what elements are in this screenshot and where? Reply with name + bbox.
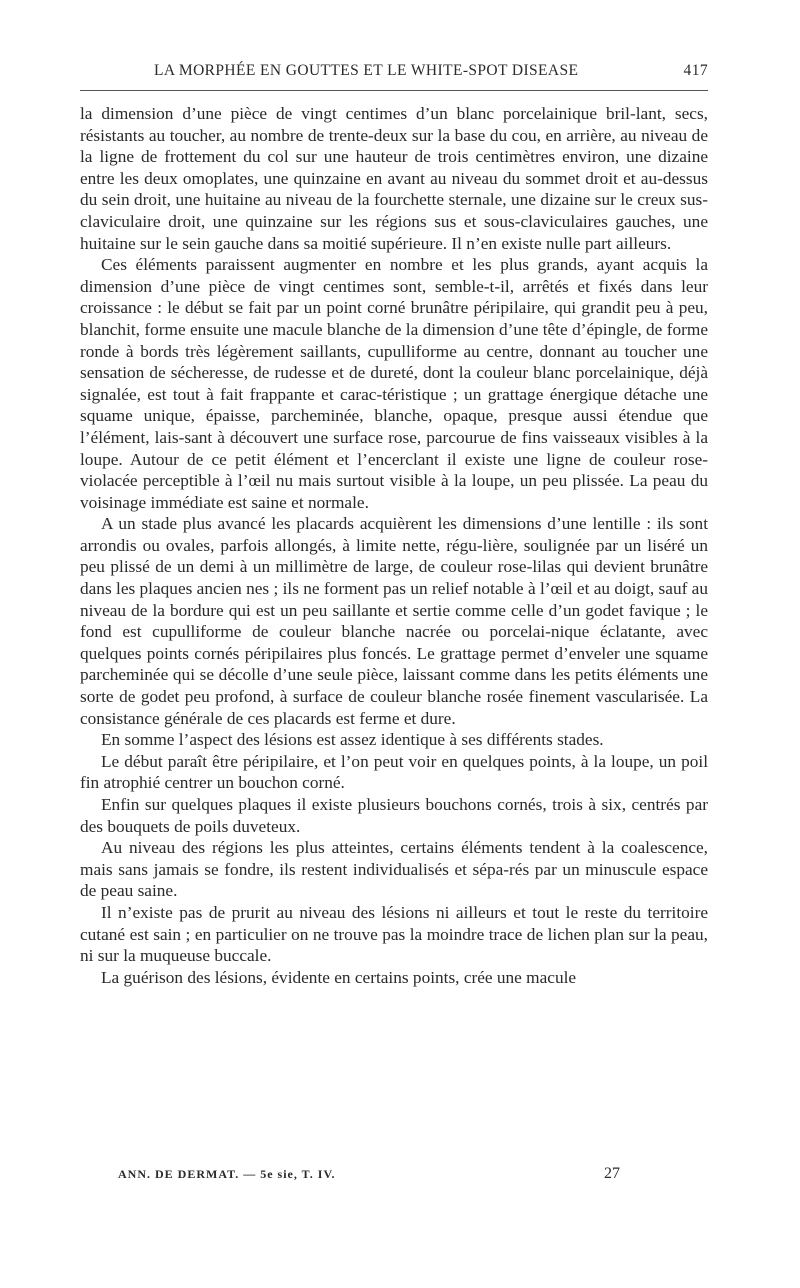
paragraph-9: La guérison des lésions, évidente en certains points, crée une macule [101, 967, 577, 987]
paragraph-4: En somme l’aspect des lésions est assez identique à ses différents stades. [101, 730, 604, 750]
body-text [80, 103, 708, 988]
paragraph-3: A un stade plus avancé les placards acquièrent les dimensions d’une lentille : ils sont arrondis ou ovales, parfois allongés, à limite nette, régu-lière, soulignée par un liséré un peu plissé de un demi à un millimètre de large, de couleur rose-lilas qui devient brunâtre dans les plaques ancien nes ; ils ne forment pas un relief notable à l’œil et au doigt, sauf au niveau de la bordure qui est un peu saillante et sertie comme celle d’un godet favique ; le fond est cupulliforme de couleur blanche nacrée ou porcelai-nique éclatante, avec quelques points cornés péripilaires plus foncés. Le grattage permet d’enveler une squame parcheminée qui se décolle d’une seule pièce, laissant comme dans les petits éléments une sorte de godet peu profond, à surface de couleur blanche rosée finement vascularisée. La consistance générale de ces placards est ferme et dure. [80, 514, 708, 728]
paragraph-2: Ces éléments paraissent augmenter en nombre et les plus grands, ayant acquis la dimension d’une pièce de vingt centimes sont, semble-t-il, arrêtés et fixés dans leur croissance : le début se fait par un point corné brunâtre péripilaire, qui grandit peu à peu, blanchit, forme ensuite une macule blanche de la dimension d’une tête d’épingle, de forme ronde à bords très légèrement saillants, cupulliforme au centre, donnant au toucher une sensation de sécheresse, de rudesse et de dureté, dont la couleur blanc porcelainique, déjà signalée, est tout à fait frappante et carac-téristique ; un grattage énergique détache une squame unique, épaisse, parcheminée, blanche, opaque, presque aussi étendue que l’élément, lais-sant à découvert une surface rose, parcourue de fins vaisseaux visibles à la loupe. Autour de ce petit élément et l’encerclant il existe une ligne de couleur rose-violacée perceptible à l’œil nu mais surtout visible à la loupe, un peu plissée. La peau du voisinage immédiate est saine et normale. [80, 255, 708, 512]
running-title: LA MORPHÉE EN GOUTTES ET LE WHITE-SPOT DISEASE [154, 62, 579, 79]
paragraph-6: Enfin sur quelques plaques il existe plusieurs bouchons cornés, trois à six, centrés par des bouquets de poils duveteux. [80, 795, 708, 836]
paragraph-8: Il n’existe pas de prurit au niveau des lésions ni ailleurs et tout le reste du territoire cutané est sain ; en particulier on ne trouve pas la moindre trace de lichen plan sur la peau, ni sur la muqueuse buccale. [80, 902, 708, 966]
paragraph-5: Le début paraît être péripilaire, et l’on peut voir en quelques points, à la loupe, un poil fin atrophié centrer un bouchon corné. [80, 751, 708, 793]
signature-mark: 27 [604, 1165, 620, 1182]
page-number: 417 [683, 62, 708, 79]
page-footer [80, 1163, 620, 1185]
running-head [80, 60, 708, 82]
header-rule [80, 90, 708, 91]
journal-reference: ANN. DE DERMAT. — 5e sie, T. IV. [118, 1167, 336, 1181]
paragraph-7: Au niveau des régions les plus atteintes, certains éléments tendent à la coalescence, mais sans jamais se fondre, ils restent individualisés et sépa-rés par un minuscule espace de peau saine. [80, 838, 708, 901]
paragraph-1: la dimension d’une pièce de vingt centimes d’un blanc porcelainique bril-lant, secs, résistants au toucher, au nombre de trente-deux sur la base du cou, en arrière, au niveau de la ligne de frottement du col sur une hauteur de trois centimètres environ, une dizaine entre les deux omoplates, une quinzaine en avant au niveau du sommet droit et au-dessus du sein droit, une huitaine au niveau de la fourchette sternale, une dizaine sur le creux sus-claviculaire droit, une quinzaine sur les régions sus et sous-claviculaires gauches, une huitaine sur le sein gauche dans sa moitié supérieure. Il n’en existe nulle part ailleurs. [80, 104, 708, 253]
